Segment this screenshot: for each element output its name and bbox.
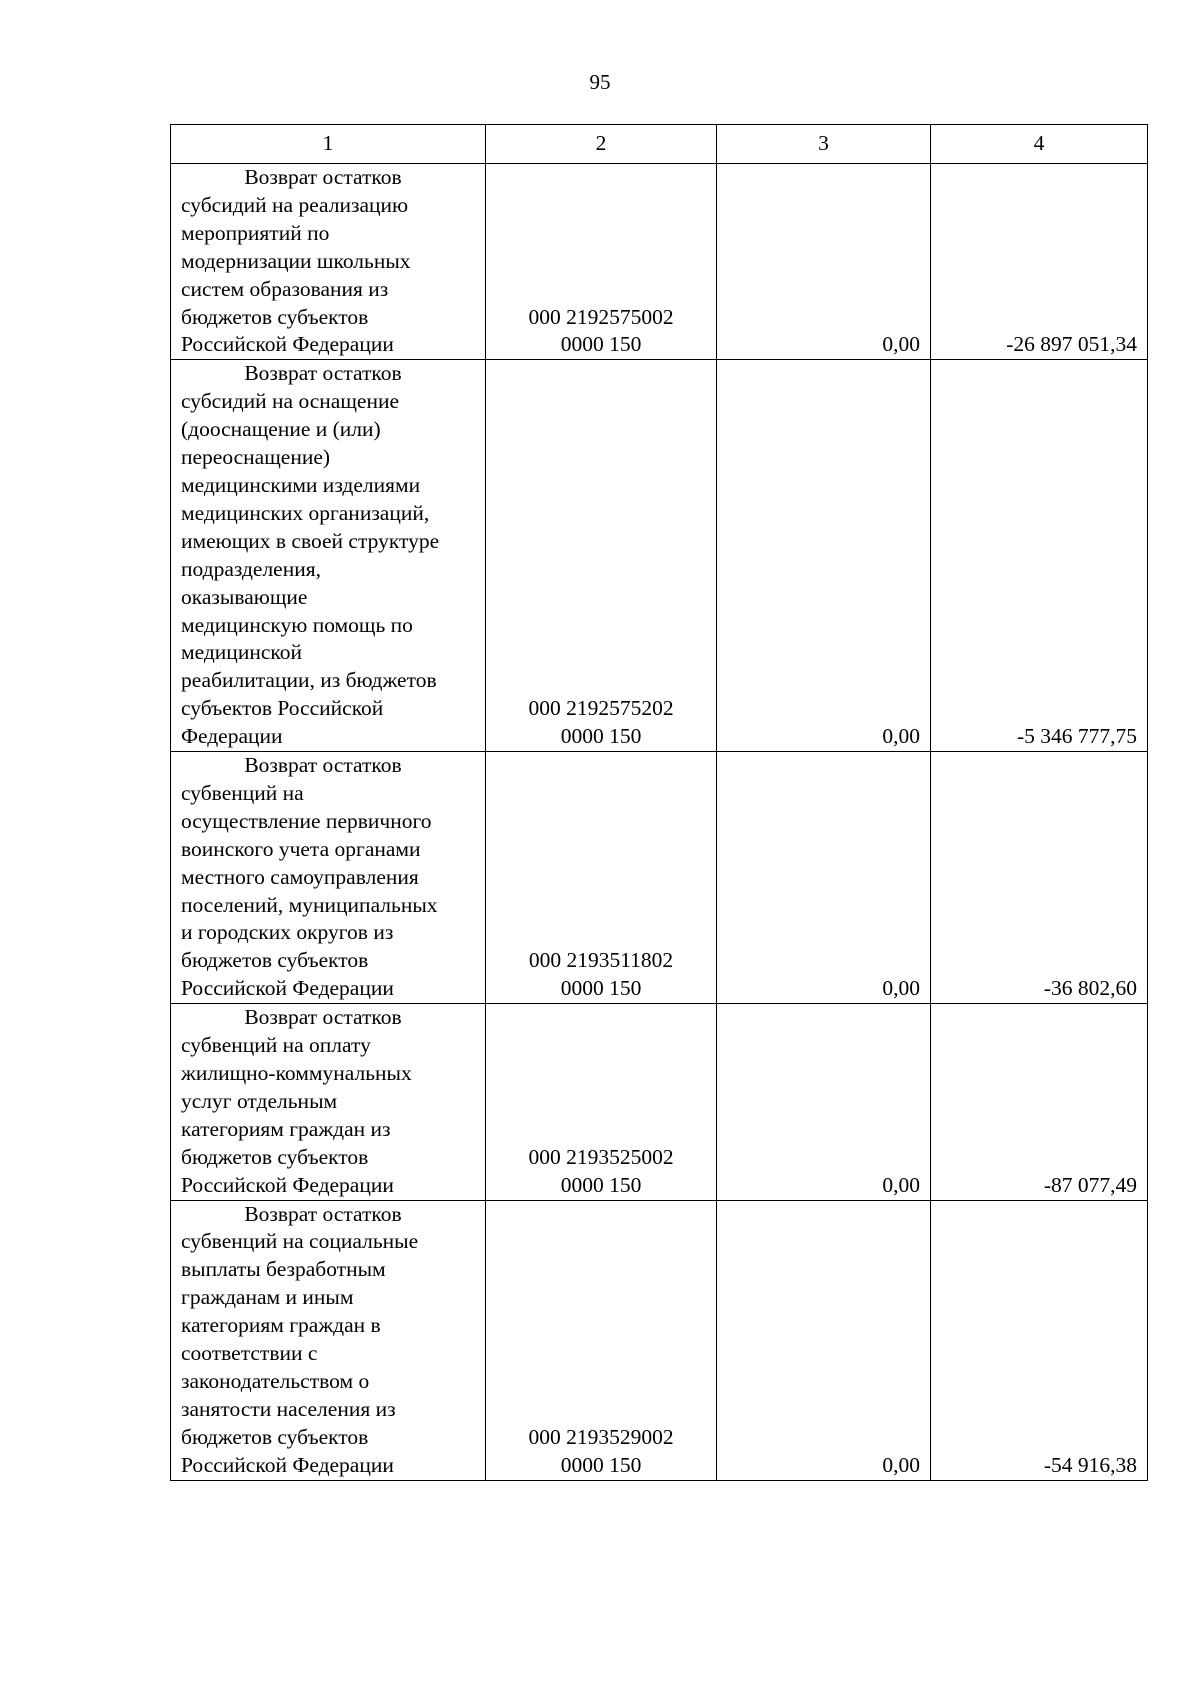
table-row [171, 1004, 1148, 1200]
page-number: 95 [589, 70, 611, 94]
row-col3-cell: 0,00 [717, 1200, 931, 1480]
header-cell-2: 2 [486, 125, 717, 164]
row-name-cell [171, 1200, 486, 1480]
row-col3-cell: 0,00 [717, 360, 931, 752]
header-cell-1: 1 [171, 125, 486, 164]
row-name-first-line: Возврат остатков [244, 165, 402, 189]
row-col4-cell: -87 077,49 [931, 1004, 1148, 1200]
row-code-cell: 000 2192575002 0000 150 [486, 164, 717, 360]
table-header [171, 125, 1148, 164]
row-name-rest: субвенций на оплату жилищно-коммунальных услуг отдельным категориям граждан из бюджетов субъектов Российской Федерации [181, 1033, 412, 1197]
budget-table [170, 124, 1148, 1481]
row-code-cell: 000 2193529002 0000 150 [486, 1200, 717, 1480]
row-code-cell: 000 2193525002 0000 150 [486, 1004, 717, 1200]
table-row [171, 360, 1148, 752]
table-body [171, 164, 1148, 1481]
row-name-first-line: Возврат остатков [244, 1201, 402, 1226]
row-name-rest: субвенций на социальные выплаты безработным гражданам и иным категориям граждан в соответствии с законодательством о занятости населения из бюджетов субъектов Российской Федерации [181, 1229, 419, 1477]
row-col4-cell: -26 897 051,34 [931, 164, 1148, 360]
header-row [171, 125, 1148, 164]
row-col3-cell: 0,00 [717, 1004, 931, 1200]
row-name-rest: субсидий на реализацию мероприятий по модернизации школьных систем образования из бюджетов субъектов Российской Федерации [181, 192, 411, 357]
row-name-first-line: Возврат остатков [244, 753, 402, 778]
row-name-first-line: Возврат остатков [244, 1005, 402, 1030]
table-row [171, 752, 1148, 1004]
row-name-first-line: Возврат остатков [244, 361, 402, 386]
row-col4-cell: -36 802,60 [931, 752, 1148, 1004]
row-name-cell [171, 752, 486, 1004]
row-name-cell [171, 164, 486, 360]
row-name-cell [171, 1004, 486, 1200]
row-col3-cell: 0,00 [717, 752, 931, 1004]
table-row [171, 1200, 1148, 1480]
row-col4-cell: -54 916,38 [931, 1200, 1148, 1480]
row-col4-cell: -5 346 777,75 [931, 360, 1148, 752]
header-cell-3: 3 [717, 125, 931, 164]
row-name-cell [171, 360, 486, 752]
row-name-rest: субвенций на осуществление первичного воинского учета органами местного самоуправления поселений, муниципальных и городских округов из бюджетов субъектов Российской Федерации [181, 780, 438, 1001]
row-col3-cell: 0,00 [717, 164, 931, 360]
row-code-cell: 000 2192575202 0000 150 [486, 360, 717, 752]
table-row [171, 164, 1148, 360]
row-code-cell: 000 2193511802 0000 150 [486, 752, 717, 1004]
header-cell-4: 4 [931, 125, 1148, 164]
row-name-rest: субсидий на оснащение (дооснащение и (или) переоснащение) медицинскими изделиями медицинских организаций, имеющих в своей структуре подразделения, оказывающие медицинскую помощь по медицинской реабилитации, из бюджетов субъектов Российской Федерации [181, 389, 440, 749]
